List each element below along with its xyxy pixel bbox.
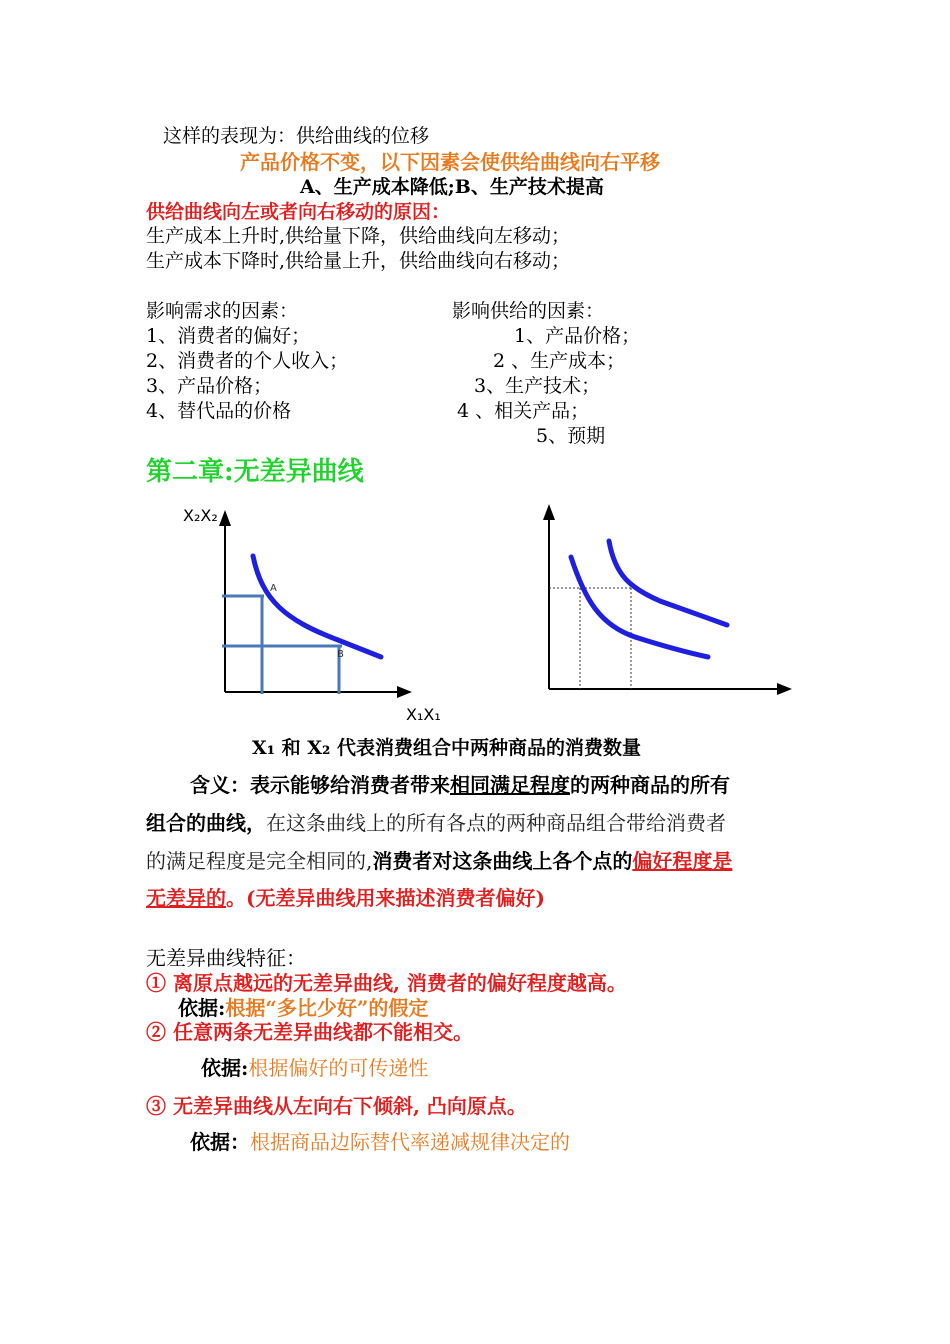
shift-orange-line: 产品价格不变，以下因素会使供给曲线向右平移 [240,150,660,174]
left-diagram-y-label: X₂X₂ [183,506,218,525]
supply-factors-title: 影响供给的因素： [452,300,605,322]
meaning-bold-line2: 组合的曲线 [146,811,246,835]
right-indifference-curve-outer [609,541,727,625]
basis-2-text: 根据偏好的可传递性 [248,1056,429,1080]
basis-3 [190,1132,570,1152]
meaning-text-b: 的两种商品的所有 [570,773,730,797]
demand-factors-title: 影响需求的因素： [146,300,299,322]
shift-title: 这样的表现为：供给曲线的位移 [163,125,430,147]
meaning-line-3 [146,851,732,871]
meaning-line-1 [190,775,730,795]
basis-1 [178,998,428,1018]
meaning-normal-line2: 在这条曲线上的所有各点的两种商品组合带给消费者 [266,811,726,835]
supply-factor-item: 4 、相关产品； [457,400,590,422]
basis-1-label: 依据: [178,996,226,1020]
feature-3: ③ 无差异曲线从左向右下倾斜, 凸向原点。 [146,1094,527,1118]
shift-line-2: 生产成本下降时,供给量上升，供给曲线向右移动； [146,250,571,272]
right-x-axis-arrow [777,683,792,695]
shift-ab-line: A、生产成本降低;B、生产技术提高 [300,176,604,198]
right-indifference-curve-inner [571,557,708,657]
left-diagram-x-label: X₁X₁ [406,705,441,724]
meaning-line-2 [146,813,726,833]
supply-factor-item: 3、生产技术； [474,375,601,397]
meaning-comma: ， [246,811,266,835]
left-indifference-curve [253,556,381,657]
meaning-line-4 [146,888,545,908]
basis-2-label: 依据: [201,1056,249,1080]
chapter-title: 第二章:无差异曲线 [146,457,364,487]
supply-factor-item: 1、产品价格； [514,325,641,347]
meaning-red-line3: 偏好程度是 [632,849,733,873]
point-a-label: A [270,583,277,594]
basis-2 [201,1058,428,1078]
left-y-axis-arrow [219,510,231,526]
demand-factor-item: 3、产品价格； [146,375,273,397]
demand-factor-item: 4、替代品的价格 [146,400,292,422]
meaning-normal-line3: 的满足程度是完全相同的, [146,849,373,873]
supply-factor-item: 5、预期 [536,425,606,447]
right-y-axis-arrow [543,504,555,520]
meaning-text-a: 表示能够给消费者带来 [250,773,450,797]
point-b-label: B [337,649,344,660]
feature-1: ① 离原点越远的无差异曲线, 消费者的偏好程度越高。 [146,971,627,995]
shift-reason-heading: 供给曲线向左或者向右移动的原因： [146,201,451,223]
supply-factor-item: 2 、生产成本； [493,350,626,372]
meaning-tail-line4: 。(无差异曲线用来描述消费者偏好) [226,886,545,910]
left-x-axis-arrow [397,686,412,698]
feature-2: ② 任意两条无差异曲线都不能相交。 [146,1020,473,1044]
meaning-label: 含义： [190,773,250,797]
basis-3-label: 依据： [190,1130,250,1154]
features-title: 无差异曲线特征： [146,946,306,970]
basis-3-text: 根据商品边际替代率递减规律决定的 [250,1130,570,1154]
meaning-red-line4: 无差异的 [146,886,226,910]
demand-factor-item: 2、消费者的个人收入； [146,350,349,372]
shift-line-1: 生产成本上升时,供给量下降，供给曲线向左移动； [146,225,571,247]
meaning-bold-line3: 消费者对这条曲线上各个点的 [372,849,633,873]
demand-factor-item: 1、消费者的偏好； [146,325,311,347]
basis-1-text: 根据“多比少好”的假定 [225,996,429,1020]
meaning-underlined-phrase: 相同满足程度 [450,773,570,797]
diagram-caption: X₁ 和 X₂ 代表消费组合中两种商品的消费数量 [252,737,641,759]
